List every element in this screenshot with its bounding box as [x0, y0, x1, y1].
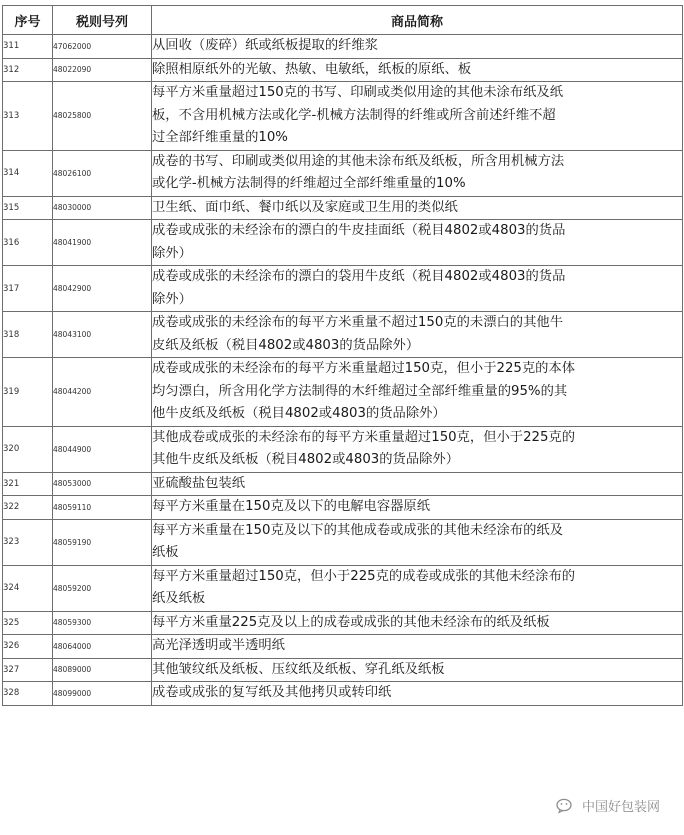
cell-code: 48022090 [53, 58, 152, 82]
table-row [3, 611, 683, 635]
cell-name: 每平方米重量超过150克的书写、印刷或类似用途的其他未涂布纸及纸 板，不含用机械方法或化学-机械方法制得的纤维或所含前述纤维不超 过全部纤维重量的10% [152, 82, 683, 151]
cell-name: 成卷的书写、印刷或类似用途的其他未涂布纸及纸板，所含用机械方法 或化学-机械方法制得的纤维超过全部纤维重量的10% [152, 150, 683, 196]
cell-code: 48041900 [53, 220, 152, 266]
wechat-icon [556, 798, 576, 814]
cell-seq: 326 [3, 635, 53, 659]
cell-seq: 324 [3, 565, 53, 611]
cell-code: 47062000 [53, 35, 152, 59]
cell-seq: 325 [3, 611, 53, 635]
cell-code: 48026100 [53, 150, 152, 196]
cell-seq: 312 [3, 58, 53, 82]
cell-seq: 315 [3, 196, 53, 220]
cell-name: 除照相原纸外的光敏、热敏、电敏纸，纸板的原纸、板 [152, 58, 683, 82]
cell-name: 亚硫酸盐包装纸 [152, 472, 683, 496]
cell-code: 48043100 [53, 312, 152, 358]
table-row [3, 266, 683, 312]
table-row [3, 82, 683, 151]
cell-name: 成卷或成张的未经涂布的漂白的袋用牛皮纸（税目4802或4803的货品 除外） [152, 266, 683, 312]
table-row [3, 682, 683, 706]
cell-name: 其他皱纹纸及纸板、压纹纸及纸板、穿孔纸及纸板 [152, 658, 683, 682]
cell-seq: 328 [3, 682, 53, 706]
table-row [3, 358, 683, 427]
cell-seq: 327 [3, 658, 53, 682]
cell-name: 高光泽透明或半透明纸 [152, 635, 683, 659]
cell-seq: 320 [3, 426, 53, 472]
table-header-row [3, 6, 683, 35]
table-row [3, 519, 683, 565]
cell-seq: 316 [3, 220, 53, 266]
table-row [3, 58, 683, 82]
cell-code: 48089000 [53, 658, 152, 682]
cell-code: 48030000 [53, 196, 152, 220]
table-row [3, 196, 683, 220]
cell-name: 每平方米重量在150克及以下的其他成卷或成张的其他未经涂布的纸及 纸板 [152, 519, 683, 565]
cell-code: 48099000 [53, 682, 152, 706]
watermark-text: 中国好包装网 [581, 800, 660, 815]
table-row [3, 150, 683, 196]
tariff-table [2, 5, 683, 706]
header-code: 税则号列 [53, 6, 152, 35]
table-row [3, 565, 683, 611]
cell-name: 成卷或成张的未经涂布的每平方米重量超过150克，但小于225克的本体 均匀漂白，所含用化学方法制得的木纤维超过全部纤维重量的95%的其 他牛皮纸及纸板（税目4802或4803的货品除外） [152, 358, 683, 427]
cell-code: 48044200 [53, 358, 152, 427]
cell-seq: 313 [3, 82, 53, 151]
header-name: 商品简称 [152, 6, 683, 35]
cell-seq: 321 [3, 472, 53, 496]
cell-name: 每平方米重量超过150克，但小于225克的成卷或成张的其他未经涂布的 纸及纸板 [152, 565, 683, 611]
cell-name: 成卷或成张的未经涂布的每平方米重量不超过150克的未漂白的其他牛 皮纸及纸板（税目4802或4803的货品除外） [152, 312, 683, 358]
cell-seq: 319 [3, 358, 53, 427]
header-seq: 序号 [3, 6, 53, 35]
cell-code: 48053000 [53, 472, 152, 496]
watermark [554, 796, 662, 815]
cell-code: 48042900 [53, 266, 152, 312]
cell-code: 48059110 [53, 496, 152, 520]
cell-seq: 311 [3, 35, 53, 59]
table-row [3, 496, 683, 520]
cell-seq: 318 [3, 312, 53, 358]
cell-code: 48059190 [53, 519, 152, 565]
cell-seq: 314 [3, 150, 53, 196]
table-row [3, 472, 683, 496]
table-row [3, 426, 683, 472]
cell-code: 48064000 [53, 635, 152, 659]
table-row [3, 635, 683, 659]
table-row [3, 35, 683, 59]
table-row [3, 312, 683, 358]
cell-name: 每平方米重量在150克及以下的电解电容器原纸 [152, 496, 683, 520]
cell-seq: 322 [3, 496, 53, 520]
table-row [3, 658, 683, 682]
cell-name: 其他成卷或成张的未经涂布的每平方米重量超过150克，但小于225克的 其他牛皮纸及纸板（税目4802或4803的货品除外） [152, 426, 683, 472]
cell-name: 卫生纸、面巾纸、餐巾纸以及家庭或卫生用的类似纸 [152, 196, 683, 220]
cell-code: 48025800 [53, 82, 152, 151]
cell-name: 成卷或成张的未经涂布的漂白的牛皮挂面纸（税目4802或4803的货品 除外） [152, 220, 683, 266]
table-row [3, 220, 683, 266]
cell-code: 48059200 [53, 565, 152, 611]
cell-name: 成卷或成张的复写纸及其他拷贝或转印纸 [152, 682, 683, 706]
cell-name: 每平方米重量225克及以上的成卷或成张的其他未经涂布的纸及纸板 [152, 611, 683, 635]
cell-seq: 323 [3, 519, 53, 565]
cell-code: 48044900 [53, 426, 152, 472]
cell-seq: 317 [3, 266, 53, 312]
cell-name: 从回收（废碎）纸或纸板提取的纤维浆 [152, 35, 683, 59]
cell-code: 48059300 [53, 611, 152, 635]
